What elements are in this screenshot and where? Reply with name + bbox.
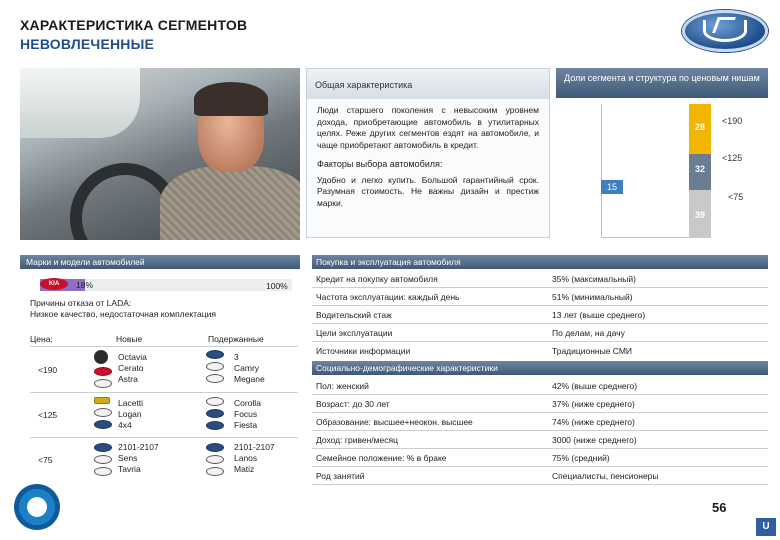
table-row [312,377,768,395]
daewoo-icon [206,467,224,476]
lada-icon [206,443,224,452]
row-key: Доход: гривен/месяц [316,435,398,445]
table-row [312,270,768,288]
table-divider [30,437,298,438]
new-models-75 [118,442,159,475]
model-camry: Camry [234,363,260,373]
model-focus: Focus [234,409,258,419]
segment-share-title: Доли сегмента и структура по ценовым нишам [556,68,768,98]
bmw-icon [206,350,224,359]
price-column-header: Цена: [30,334,53,344]
factors-text: Удобно и легко купить. Большой гарантийный срок. Разумная стоимость. Не важны дизайн и престиж марки. [317,174,539,208]
reasons-text: Низкое качество, недостаточная комплектация [30,309,216,319]
table-row [312,342,768,360]
table-row [312,395,768,413]
bar-share-label: 18% [76,280,94,290]
kia-icon [94,367,112,376]
row-value: Традиционные СМИ [552,346,633,356]
table-divider [30,392,298,393]
new-models-190 [118,352,147,385]
ford-icon [206,421,224,430]
new-brand-logos [94,397,112,429]
page-title-line2: НЕВОВЛЕЧЕННЫЕ [20,36,155,52]
price-niche-125-label: <125 [722,153,743,163]
model-octavia: Octavia [118,352,147,362]
new-models-125 [118,398,143,431]
model-sens: Sens [118,453,138,463]
chart-axis-horizontal [601,237,699,238]
row-value: 51% (минимальный) [552,292,633,302]
row-value: 35% (максимальный) [552,274,636,284]
row-value: По делам, на дачу [552,328,625,338]
price-row-125: <125 [38,410,58,420]
model-2101-2107: 2101-2107 [234,442,275,452]
model-2101-2107: 2101-2107 [118,442,159,452]
brands-models-title: Марки и модели автомобилей [20,255,300,269]
row-value: 42% (выше среднего) [552,381,638,391]
bar-total-label: 100% [266,281,288,291]
chevrolet-icon [94,397,110,404]
table-row [312,288,768,306]
general-description: Люди старшего поколения с невысоким уровнем дохода, приобретающие автомобиль в утилитарных целях. Реже других сегментов ездят на автомобиле, и чаще приобретают автомобиль в кредит. [317,105,539,150]
price-row-75: <75 [38,455,53,465]
opel-icon [94,379,112,388]
ford-icon [206,409,224,418]
general-characteristics-title: Общая характеристика [307,69,549,99]
used-brand-logos [206,350,224,383]
table-row [312,324,768,342]
used-column-header: Подержанные [208,334,264,344]
lada-emblem-icon [14,484,60,530]
chart-axis-vertical [601,104,602,238]
row-value: 3000 (ниже среднего) [552,435,637,445]
model-corolla: Corolla [234,398,261,408]
renault-icon [94,408,112,417]
driver-photo [20,68,300,240]
table-row [312,413,768,431]
corner-icon: U [756,518,776,536]
page-number: 56 [712,500,727,515]
row-value: 75% (средний) [552,453,610,463]
model-tavria: Tavria [118,464,141,474]
reasons-title: Причины отказа от LADA: [30,298,132,308]
car-window [20,68,140,138]
toyota-icon [206,397,224,406]
man-hair [194,82,268,116]
model-fiesta: Fiesta [234,420,258,430]
price-niche-190-bar: 28 [689,104,711,154]
row-key: Частота эксплуатации: каждый день [316,292,460,302]
model-cerato: Cerato [118,363,144,373]
kia-logo: KIA [40,278,68,290]
model-lacetti: Lacetti [118,398,144,408]
row-key: Род занятий [316,471,365,481]
renault-icon [206,374,224,383]
model-3: 3 [234,352,239,362]
segment-share-bar: 15 [601,180,623,194]
page-title [20,16,247,54]
table-divider [30,346,298,347]
model-matiz: Matiz [234,464,255,474]
used-brand-logos [206,397,224,430]
model-megane: Megane [234,374,265,384]
used-models-190 [234,352,265,385]
toyota-icon [206,362,224,371]
lada-icon [94,420,112,429]
general-characteristics-box [306,68,550,238]
row-key: Цели эксплуатации [316,328,393,338]
row-key: Водительский стаж [316,310,392,320]
table-row [312,306,768,324]
new-column-header: Новые [116,334,143,344]
row-key: Образование: высшее+неокон. высшее [316,417,473,427]
row-key: Возраст: до 30 лет [316,399,390,409]
price-niche-125-bar: 32 [689,154,711,190]
row-value: 74% (ниже среднего) [552,417,635,427]
table-row [312,431,768,449]
used-models-75 [234,442,275,475]
row-value: 13 лет (выше среднего) [552,310,646,320]
row-value: Специалисты, пенсионеры [552,471,659,481]
row-key: Пол: женский [316,381,369,391]
daewoo-icon [206,455,224,464]
factors-title: Факторы выбора автомобиля: [317,159,443,169]
row-key: Кредит на покупку автомобиля [316,274,438,284]
purchase-usage-title: Покупка и эксплуатация автомобиля [312,255,768,269]
used-models-125 [234,398,261,431]
socdem-title: Социально-демографические характеристики [312,361,768,375]
model-lanos: Lanos [234,453,258,463]
new-brand-logos [94,443,112,476]
model-4x4: 4x4 [118,420,132,430]
man-jacket [160,166,300,240]
model-astra: Astra [118,374,138,384]
lada-logo [682,10,768,52]
lada-icon [94,443,112,452]
page-title-line1: ХАРАКТЕРИСТИКА СЕГМЕНТОВ [20,17,248,33]
model-logan: Logan [118,409,142,419]
lada-rejection-reasons [30,298,216,320]
price-niche-190-label: <190 [722,116,743,126]
price-row-190: <190 [38,365,58,375]
daewoo-icon [94,455,112,464]
price-niche-75-label: <75 [728,192,744,202]
row-key: Семейное положение: % в браке [316,453,447,463]
table-row [312,449,768,467]
row-key: Источники информации [316,346,411,356]
row-value: 37% (ниже среднего) [552,399,635,409]
zaz-icon [94,467,112,476]
new-brand-logos [94,350,112,388]
price-niche-75-bar: 39 [689,190,711,238]
used-brand-logos [206,443,224,476]
skoda-icon [94,350,108,364]
table-row [312,467,768,485]
